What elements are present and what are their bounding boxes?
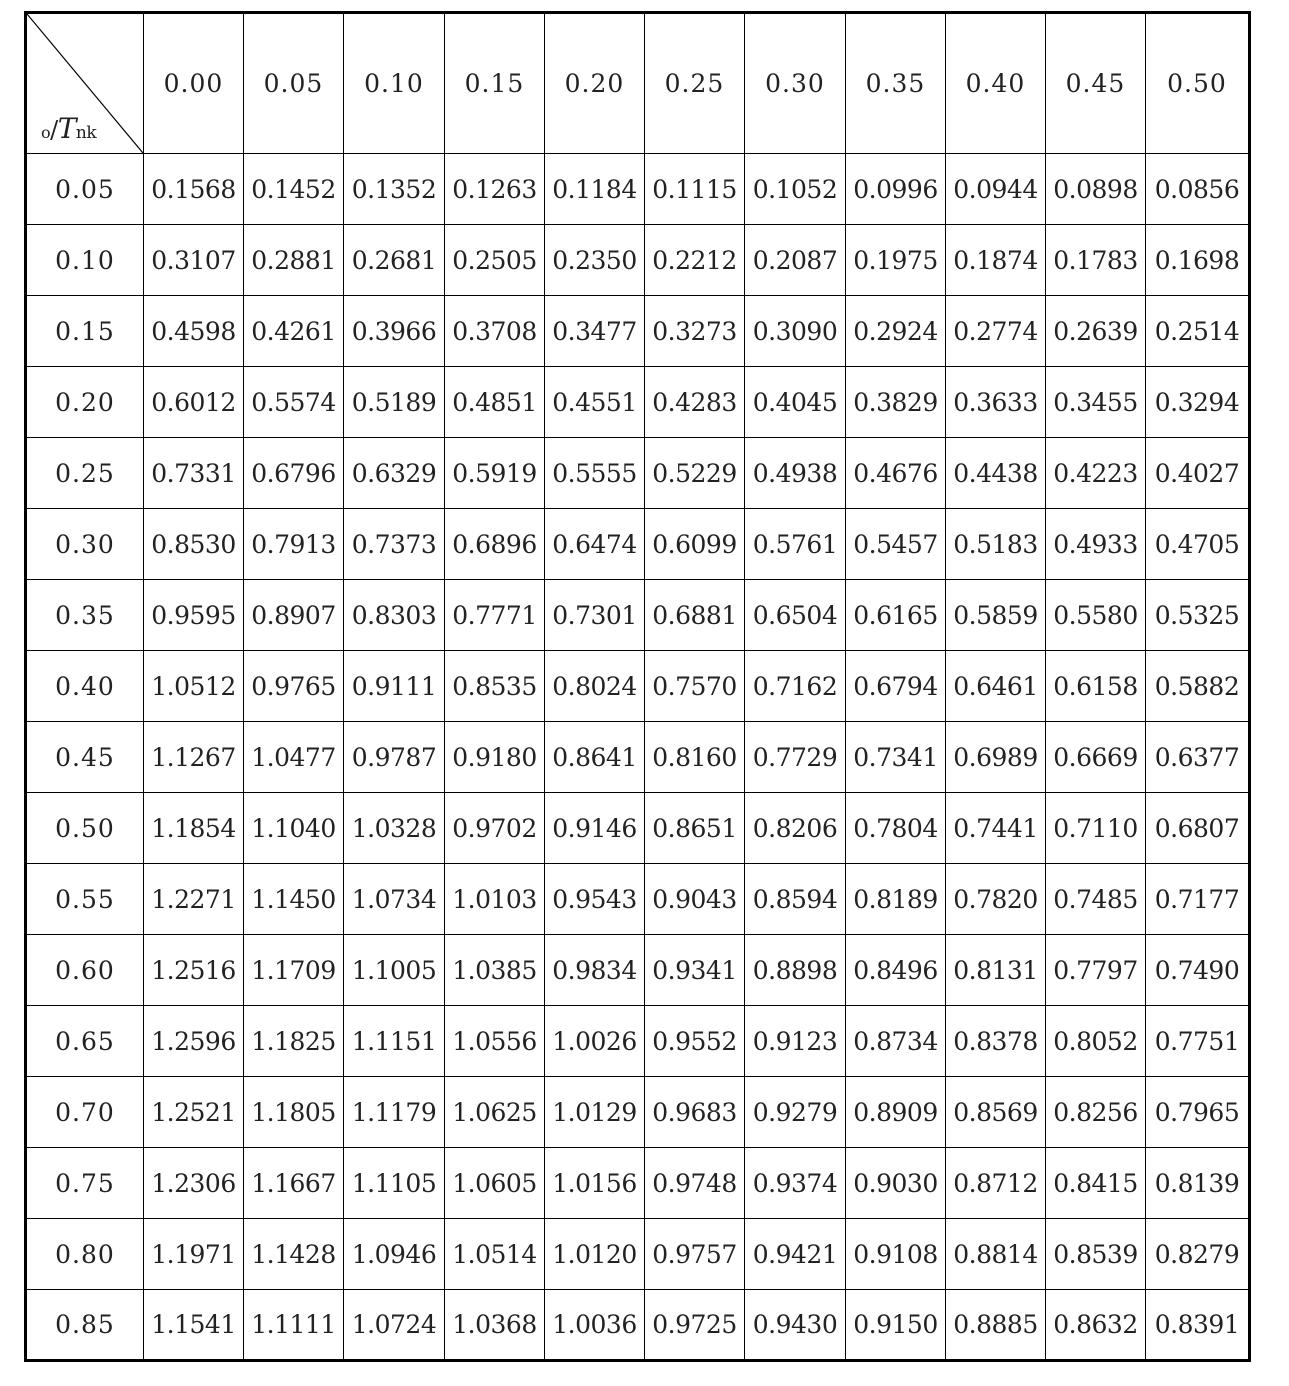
table-cell: 0.4045 — [745, 367, 846, 438]
table-cell: 0.1052 — [745, 154, 846, 225]
table-cell: 1.1151 — [344, 1006, 445, 1077]
table-cell: 0.9683 — [645, 1077, 745, 1148]
table-cell: 1.0605 — [445, 1148, 545, 1219]
table-cell: 0.8131 — [946, 935, 1046, 1006]
row-header: 0.80 — [26, 1219, 144, 1290]
table-cell: 1.1971 — [144, 1219, 244, 1290]
table-cell: 1.2521 — [144, 1077, 244, 1148]
table-cell: 0.7570 — [645, 651, 745, 722]
table-cell: 0.9150 — [846, 1290, 946, 1361]
table-cell: 0.7373 — [344, 509, 445, 580]
table-cell: 0.2212 — [645, 225, 745, 296]
table-cell: 1.1005 — [344, 935, 445, 1006]
row-header: 0.65 — [26, 1006, 144, 1077]
table-cell: 0.6794 — [846, 651, 946, 722]
table-row — [26, 154, 1250, 225]
table-cell: 0.5761 — [745, 509, 846, 580]
table-cell: 1.0514 — [445, 1219, 545, 1290]
table-cell: 0.8535 — [445, 651, 545, 722]
table-cell: 0.6807 — [1146, 793, 1250, 864]
table-cell: 1.1179 — [344, 1077, 445, 1148]
table-cell: 0.9430 — [745, 1290, 846, 1361]
table-cell: 0.3966 — [344, 296, 445, 367]
column-header: 0.10 — [344, 13, 445, 154]
table-cell: 0.5574 — [244, 367, 344, 438]
row-header: 0.05 — [26, 154, 144, 225]
table-cell: 0.8052 — [1046, 1006, 1146, 1077]
table-cell: 1.0734 — [344, 864, 445, 935]
table-cell: 0.6504 — [745, 580, 846, 651]
table-cell: 0.4676 — [846, 438, 946, 509]
table-cell: 0.1263 — [445, 154, 545, 225]
data-table — [24, 11, 1251, 1362]
table-cell: 0.4438 — [946, 438, 1046, 509]
table-cell: 0.7820 — [946, 864, 1046, 935]
table-cell: 1.0625 — [445, 1077, 545, 1148]
table-cell: 0.8303 — [344, 580, 445, 651]
table-cell: 0.8569 — [946, 1077, 1046, 1148]
table-cell: 0.6461 — [946, 651, 1046, 722]
table-cell: 0.9787 — [344, 722, 445, 793]
table-cell: 0.8539 — [1046, 1219, 1146, 1290]
row-header: 0.75 — [26, 1148, 144, 1219]
table-cell: 0.1698 — [1146, 225, 1250, 296]
table-cell: 0.8885 — [946, 1290, 1046, 1361]
table-row — [26, 722, 1250, 793]
table-cell: 0.9748 — [645, 1148, 745, 1219]
table-cell: 0.1115 — [645, 154, 745, 225]
table-cell: 1.0103 — [445, 864, 545, 935]
table-cell: 0.1352 — [344, 154, 445, 225]
table-cell: 1.0477 — [244, 722, 344, 793]
table-cell: 0.2505 — [445, 225, 545, 296]
table-cell: 1.0026 — [545, 1006, 645, 1077]
table-cell: 0.7490 — [1146, 935, 1250, 1006]
corner-cell — [26, 13, 144, 154]
table-cell: 0.4851 — [445, 367, 545, 438]
column-header: 0.15 — [445, 13, 545, 154]
table-cell: 0.4598 — [144, 296, 244, 367]
table-row — [26, 438, 1250, 509]
column-header: 0.00 — [144, 13, 244, 154]
table-cell: 1.1709 — [244, 935, 344, 1006]
table-cell: 0.7965 — [1146, 1077, 1250, 1148]
table-cell: 0.4705 — [1146, 509, 1250, 580]
table-cell: 0.9180 — [445, 722, 545, 793]
table-cell: 0.8651 — [645, 793, 745, 864]
table-cell: 0.1452 — [244, 154, 344, 225]
table-row — [26, 225, 1250, 296]
table-cell: 0.7485 — [1046, 864, 1146, 935]
table-cell: 1.0512 — [144, 651, 244, 722]
table-cell: 0.5859 — [946, 580, 1046, 651]
table-cell: 0.8160 — [645, 722, 745, 793]
row-header: 0.15 — [26, 296, 144, 367]
table-cell: 0.2087 — [745, 225, 846, 296]
column-header: 0.20 — [545, 13, 645, 154]
column-header: 0.50 — [1146, 13, 1250, 154]
table-cell: 0.9595 — [144, 580, 244, 651]
table-cell: 0.5882 — [1146, 651, 1250, 722]
table-cell: 0.2514 — [1146, 296, 1250, 367]
table-cell: 0.8641 — [545, 722, 645, 793]
table-cell: 0.3273 — [645, 296, 745, 367]
table-row — [26, 935, 1250, 1006]
table-cell: 0.5183 — [946, 509, 1046, 580]
row-header: 0.70 — [26, 1077, 144, 1148]
table-cell: 0.6165 — [846, 580, 946, 651]
table-cell: 0.7177 — [1146, 864, 1250, 935]
table-cell: 0.0856 — [1146, 154, 1250, 225]
table-cell: 0.6989 — [946, 722, 1046, 793]
table-cell: 0.9757 — [645, 1219, 745, 1290]
row-header: 0.45 — [26, 722, 144, 793]
table-cell: 0.7771 — [445, 580, 545, 651]
table-cell: 0.7110 — [1046, 793, 1146, 864]
table-cell: 0.0996 — [846, 154, 946, 225]
table-cell: 1.0368 — [445, 1290, 545, 1361]
table-cell: 0.7331 — [144, 438, 244, 509]
table-cell: 0.9552 — [645, 1006, 745, 1077]
table-cell: 0.1184 — [545, 154, 645, 225]
table-cell: 1.1667 — [244, 1148, 344, 1219]
table-cell: 0.7441 — [946, 793, 1046, 864]
table-cell: 1.0328 — [344, 793, 445, 864]
table-cell: 1.0724 — [344, 1290, 445, 1361]
row-header: 0.50 — [26, 793, 144, 864]
table-cell: 0.6669 — [1046, 722, 1146, 793]
table-cell: 0.6377 — [1146, 722, 1250, 793]
table-cell: 0.9279 — [745, 1077, 846, 1148]
table-cell: 0.9111 — [344, 651, 445, 722]
table-row — [26, 1148, 1250, 1219]
table-cell: 0.3090 — [745, 296, 846, 367]
table-cell: 1.1267 — [144, 722, 244, 793]
column-header: 0.30 — [745, 13, 846, 154]
table-cell: 0.2774 — [946, 296, 1046, 367]
table-cell: 0.2924 — [846, 296, 946, 367]
table-cell: 0.5189 — [344, 367, 445, 438]
table-cell: 0.3107 — [144, 225, 244, 296]
table-cell: 0.1874 — [946, 225, 1046, 296]
row-header: 0.85 — [26, 1290, 144, 1361]
table-cell: 1.1450 — [244, 864, 344, 935]
table-cell: 0.3708 — [445, 296, 545, 367]
table-cell: 0.0944 — [946, 154, 1046, 225]
table-cell: 0.8594 — [745, 864, 846, 935]
table-cell: 0.7301 — [545, 580, 645, 651]
table-cell: 0.9765 — [244, 651, 344, 722]
table-row — [26, 296, 1250, 367]
table-cell: 0.6881 — [645, 580, 745, 651]
corner-label: o/Tnk — [41, 112, 97, 145]
table-cell: 0.3455 — [1046, 367, 1146, 438]
table-cell: 0.4027 — [1146, 438, 1250, 509]
table-cell: 0.5457 — [846, 509, 946, 580]
table-cell: 0.8898 — [745, 935, 846, 1006]
table-cell: 0.1568 — [144, 154, 244, 225]
table-cell: 0.8189 — [846, 864, 946, 935]
table-cell: 0.6896 — [445, 509, 545, 580]
table-cell: 0.7804 — [846, 793, 946, 864]
table-cell: 0.3477 — [545, 296, 645, 367]
table-cell: 1.0120 — [545, 1219, 645, 1290]
table-cell: 0.5325 — [1146, 580, 1250, 651]
table-cell: 0.7797 — [1046, 935, 1146, 1006]
table-row — [26, 1077, 1250, 1148]
table-cell: 1.1541 — [144, 1290, 244, 1361]
table-cell: 1.2596 — [144, 1006, 244, 1077]
table-cell: 0.9043 — [645, 864, 745, 935]
table-cell: 0.9341 — [645, 935, 745, 1006]
table-row — [26, 367, 1250, 438]
table-row — [26, 1219, 1250, 1290]
table-cell: 1.0385 — [445, 935, 545, 1006]
table-row — [26, 651, 1250, 722]
column-header: 0.35 — [846, 13, 946, 154]
table-cell: 1.0036 — [545, 1290, 645, 1361]
row-header: 0.35 — [26, 580, 144, 651]
table-cell: 0.8391 — [1146, 1290, 1250, 1361]
table-cell: 0.9834 — [545, 935, 645, 1006]
table-cell: 0.8496 — [846, 935, 946, 1006]
table-cell: 0.8907 — [244, 580, 344, 651]
table-cell: 0.9725 — [645, 1290, 745, 1361]
table-cell: 0.9123 — [745, 1006, 846, 1077]
table-row — [26, 580, 1250, 651]
table-row — [26, 509, 1250, 580]
table-cell: 0.2881 — [244, 225, 344, 296]
table-row — [26, 793, 1250, 864]
table-row — [26, 864, 1250, 935]
table-cell: 0.9146 — [545, 793, 645, 864]
row-header: 0.30 — [26, 509, 144, 580]
table-cell: 0.2350 — [545, 225, 645, 296]
table-cell: 0.2639 — [1046, 296, 1146, 367]
table-cell: 0.6329 — [344, 438, 445, 509]
table-cell: 0.4283 — [645, 367, 745, 438]
table-cell: 1.0129 — [545, 1077, 645, 1148]
table-cell: 0.8024 — [545, 651, 645, 722]
table-cell: 0.2681 — [344, 225, 445, 296]
table-cell: 0.8378 — [946, 1006, 1046, 1077]
table-cell: 1.1428 — [244, 1219, 344, 1290]
table-cell: 0.7162 — [745, 651, 846, 722]
table-cell: 0.4261 — [244, 296, 344, 367]
table-cell: 0.9108 — [846, 1219, 946, 1290]
table-cell: 0.7913 — [244, 509, 344, 580]
table-cell: 1.0556 — [445, 1006, 545, 1077]
column-header: 0.45 — [1046, 13, 1146, 154]
table-cell: 0.8814 — [946, 1219, 1046, 1290]
table-cell: 1.2306 — [144, 1148, 244, 1219]
table-cell: 0.8139 — [1146, 1148, 1250, 1219]
table-cell: 1.2516 — [144, 935, 244, 1006]
table-cell: 0.9374 — [745, 1148, 846, 1219]
table-cell: 0.3633 — [946, 367, 1046, 438]
table-cell: 0.4223 — [1046, 438, 1146, 509]
row-header: 0.55 — [26, 864, 144, 935]
table-cell: 0.4933 — [1046, 509, 1146, 580]
table-cell: 0.5919 — [445, 438, 545, 509]
table-cell: 0.1783 — [1046, 225, 1146, 296]
table-cell: 0.9421 — [745, 1219, 846, 1290]
row-header: 0.60 — [26, 935, 144, 1006]
table-cell: 1.1825 — [244, 1006, 344, 1077]
table-cell: 0.8530 — [144, 509, 244, 580]
table-cell: 0.4551 — [545, 367, 645, 438]
table-cell: 1.1854 — [144, 793, 244, 864]
table-cell: 0.8909 — [846, 1077, 946, 1148]
table-cell: 0.6158 — [1046, 651, 1146, 722]
table-cell: 0.5580 — [1046, 580, 1146, 651]
table-row — [26, 1006, 1250, 1077]
table-cell: 1.1111 — [244, 1290, 344, 1361]
table-cell: 0.8632 — [1046, 1290, 1146, 1361]
table-cell: 0.8256 — [1046, 1077, 1146, 1148]
table-cell: 0.4938 — [745, 438, 846, 509]
table-cell: 0.9702 — [445, 793, 545, 864]
table-cell: 0.8712 — [946, 1148, 1046, 1219]
table-cell: 0.8734 — [846, 1006, 946, 1077]
table-cell: 0.6012 — [144, 367, 244, 438]
table-cell: 0.9543 — [545, 864, 645, 935]
table-cell: 0.8206 — [745, 793, 846, 864]
table-cell: 0.8415 — [1046, 1148, 1146, 1219]
column-header: 0.05 — [244, 13, 344, 154]
table-cell: 0.6474 — [545, 509, 645, 580]
row-header: 0.25 — [26, 438, 144, 509]
column-header: 0.40 — [946, 13, 1046, 154]
table-row — [26, 1290, 1250, 1361]
table-cell: 0.1975 — [846, 225, 946, 296]
table-cell: 0.8279 — [1146, 1219, 1250, 1290]
header-row — [26, 13, 1250, 154]
table-cell: 0.3829 — [846, 367, 946, 438]
table-cell: 0.9030 — [846, 1148, 946, 1219]
table-cell: 1.0156 — [545, 1148, 645, 1219]
table-cell: 0.5555 — [545, 438, 645, 509]
table-cell: 0.0898 — [1046, 154, 1146, 225]
table-cell: 0.3294 — [1146, 367, 1250, 438]
table-cell: 0.7341 — [846, 722, 946, 793]
table-cell: 0.7751 — [1146, 1006, 1250, 1077]
row-header: 0.40 — [26, 651, 144, 722]
table-cell: 0.5229 — [645, 438, 745, 509]
row-header: 0.20 — [26, 367, 144, 438]
table-cell: 0.6796 — [244, 438, 344, 509]
table-cell: 1.2271 — [144, 864, 244, 935]
row-header: 0.10 — [26, 225, 144, 296]
table-cell: 1.1105 — [344, 1148, 445, 1219]
table-cell: 1.0946 — [344, 1219, 445, 1290]
column-header: 0.25 — [645, 13, 745, 154]
table-cell: 1.1040 — [244, 793, 344, 864]
table-cell: 0.7729 — [745, 722, 846, 793]
table-cell: 0.6099 — [645, 509, 745, 580]
table-cell: 1.1805 — [244, 1077, 344, 1148]
